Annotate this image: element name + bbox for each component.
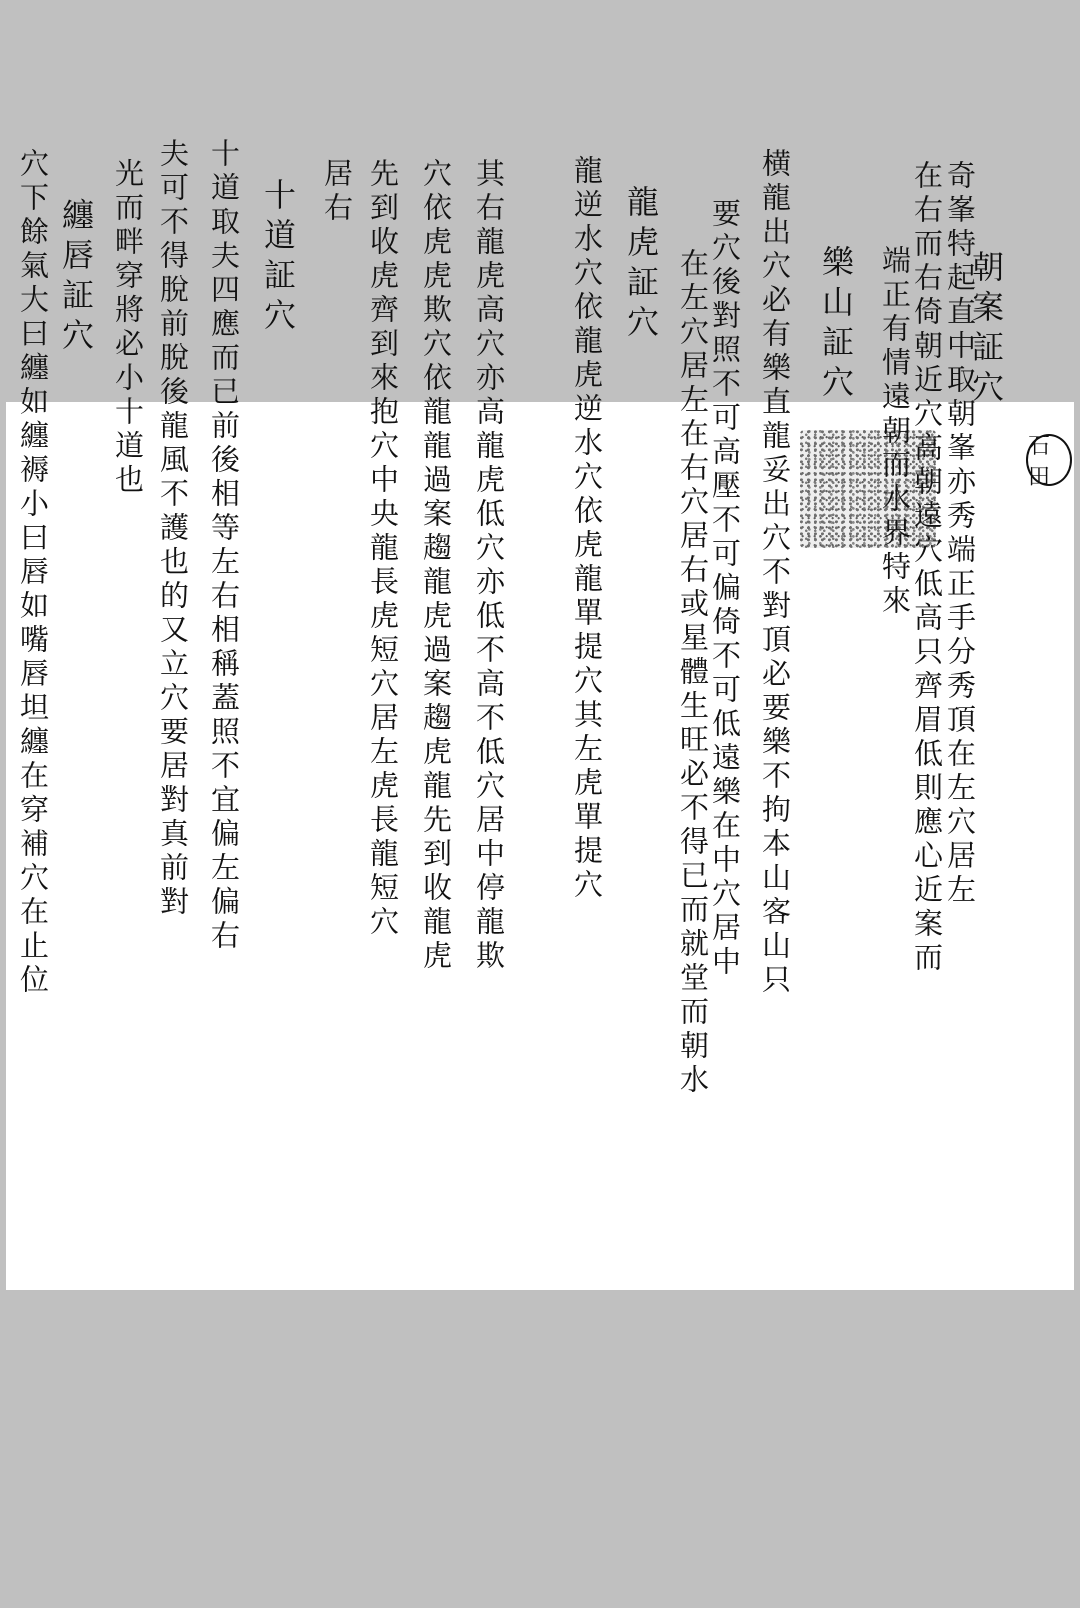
text-column: 光而畔穿將必小十道也 [111,158,145,498]
text-column: 其右龍虎高穴亦高龍虎低穴亦低不高不低穴居中停龍欺 [472,158,506,974]
text-column: 居右 [320,158,354,226]
section-heading: 纏唇証穴 [57,198,95,358]
text-column: 夫可不得脫前脫後龍風不護也的又立穴要居對真前對 [156,138,190,920]
text-column: 端正有情遠朝而水界特來 [878,245,912,619]
text-column: 穴依虎虎欺穴依龍龍過案趨龍虎過案趨虎龍先到收龍虎 [419,158,453,974]
text-column: 横龍出穴必有樂直龍妥出穴不對頂必要樂不拘本山客山只 [758,148,792,998]
text-column: 要穴後對照不可高壓不可偏倚不可低遠樂在中穴居中 [708,198,742,980]
section-heading: 朝案証穴 [967,250,1005,410]
circular-stamp: 石田 [1026,434,1072,486]
document-page [6,138,1074,1290]
section-heading: 龍虎証穴 [622,185,660,345]
text-column: 先到收虎齊到來抱穴中央龍長虎短穴居左虎長龍短穴 [366,158,400,940]
text-column: 在左穴居左在右穴居右或星體生旺必不得已而就堂而朝水 [676,248,710,1098]
text-column: 穴下餘氣大曰纏如纏褥小曰唇如嘴唇坦纏在穿補穴在止位 [16,148,50,998]
text-column: 在右而右倚朝近穴高朝遠穴低高只齊眉低則應心近案而 [910,160,944,976]
section-heading: 樂山証穴 [817,245,855,405]
text-column: 十道取夫四應而已前後相等左右相稱蓋照不宜偏左偏右 [207,138,241,954]
text-column: 奇峯特起直中取朝峯亦秀端正手分秀頂在左穴居左 [943,160,977,908]
section-heading: 十道証穴 [259,178,297,338]
text-column: 龍逆水穴依龍虎逆水穴依虎龍單提穴其左虎單提穴 [570,155,604,903]
